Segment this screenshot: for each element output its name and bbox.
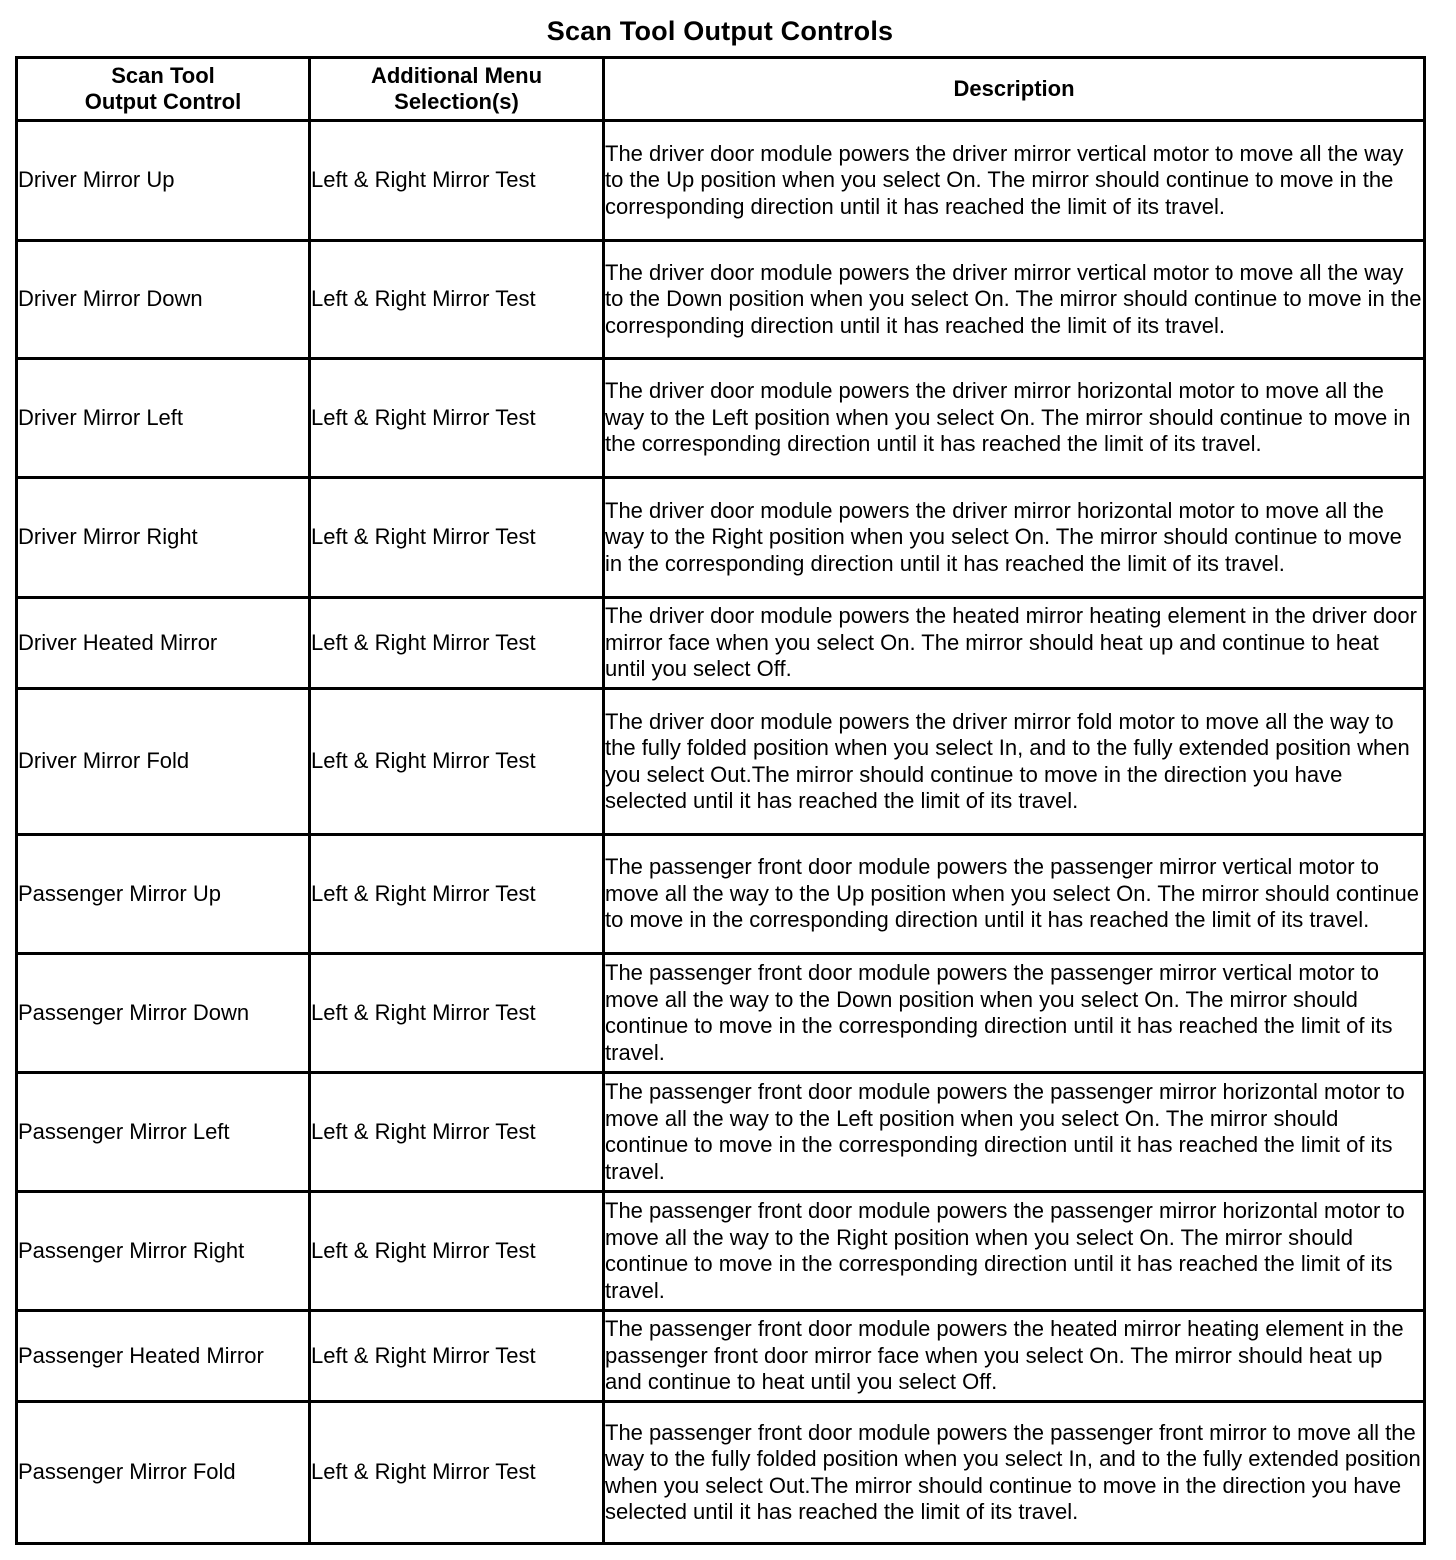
control-cell: Driver Heated Mirror [17, 598, 310, 689]
control-cell: Driver Mirror Fold [17, 689, 310, 835]
menu-selection-cell: Left & Right Mirror Test [310, 598, 604, 689]
menu-selection-cell: Left & Right Mirror Test [310, 954, 604, 1073]
description-cell: The passenger front door module powers the passenger mirror horizontal motor to move all the way to the Left position when you select On. The mirror should continue to move in the corresponding direction until it has reached the limit of its travel. [604, 1073, 1425, 1192]
description-cell: The driver door module powers the driver mirror fold motor to move all the way to the fully folded position when you select In, and to the fully extended position when you select Out.The mirror should continue to move in the direction you have selected until it has reached the limit of its travel. [604, 689, 1425, 835]
table-row [17, 1192, 1425, 1311]
control-cell: Driver Mirror Right [17, 478, 310, 598]
control-cell: Driver Mirror Down [17, 241, 310, 359]
table-row [17, 359, 1425, 478]
description-cell: The passenger front door module powers the heated mirror heating element in the passenger front door mirror face when you select On. The mirror should heat up and continue to heat until you select Off. [604, 1311, 1425, 1402]
header-line: Scan Tool [111, 63, 215, 88]
menu-selection-cell: Left & Right Mirror Test [310, 121, 604, 241]
table-row [17, 598, 1425, 689]
header-additional-menu-selections [310, 58, 604, 121]
control-cell: Passenger Mirror Up [17, 835, 310, 954]
menu-selection-cell: Left & Right Mirror Test [310, 478, 604, 598]
header-line: Additional Menu [370, 63, 543, 88]
description-cell: The passenger front door module powers the passenger mirror vertical motor to move all the way to the Down position when you select On. The mirror should continue to move in the corresponding direction until it has reached the limit of its travel. [604, 954, 1425, 1073]
menu-selection-cell: Left & Right Mirror Test [310, 835, 604, 954]
menu-selection-cell: Left & Right Mirror Test [310, 1192, 604, 1311]
control-cell: Passenger Mirror Left [17, 1073, 310, 1192]
control-cell: Passenger Mirror Down [17, 954, 310, 1073]
description-cell: The driver door module powers the driver mirror vertical motor to move all the way to the Down position when you select On. The mirror should continue to move in the corresponding direction until it has reached the limit of its travel. [604, 241, 1425, 359]
control-cell: Passenger Heated Mirror [17, 1311, 310, 1402]
description-cell: The driver door module powers the driver mirror horizontal motor to move all the way to the Left position when you select On. The mirror should continue to move in the corresponding direction until it has reached the limit of its travel. [604, 359, 1425, 478]
control-cell: Driver Mirror Left [17, 359, 310, 478]
menu-selection-cell: Left & Right Mirror Test [310, 241, 604, 359]
table-row [17, 1402, 1425, 1544]
table-row [17, 121, 1425, 241]
table-row [17, 478, 1425, 598]
description-cell: The passenger front door module powers the passenger mirror horizontal motor to move all the way to the Right position when you select On. The mirror should continue to move in the corresponding direction until it has reached the limit of its travel. [604, 1192, 1425, 1311]
table-row [17, 835, 1425, 954]
table-row [17, 954, 1425, 1073]
header-description: Description [604, 58, 1425, 121]
control-cell: Driver Mirror Up [17, 121, 310, 241]
description-cell: The driver door module powers the heated mirror heating element in the driver door mirror face when you select On. The mirror should heat up and continue to heat until you select Off. [604, 598, 1425, 689]
table-header-row [17, 58, 1425, 121]
menu-selection-cell: Left & Right Mirror Test [310, 1073, 604, 1192]
header-line: Selection(s) [394, 89, 519, 114]
header-scan-tool-output-control [17, 58, 310, 121]
menu-selection-cell: Left & Right Mirror Test [310, 689, 604, 835]
menu-selection-cell: Left & Right Mirror Test [310, 359, 604, 478]
menu-selection-cell: Left & Right Mirror Test [310, 1311, 604, 1402]
menu-selection-cell: Left & Right Mirror Test [310, 1402, 604, 1544]
header-line: Output Control [84, 89, 242, 114]
description-cell: The driver door module powers the driver mirror vertical motor to move all the way to the Up position when you select On. The mirror should continue to move in the corresponding direction until it has reached the limit of its travel. [604, 121, 1425, 241]
page-title: Scan Tool Output Controls [546, 16, 894, 46]
table-row [17, 1311, 1425, 1402]
control-cell: Passenger Mirror Fold [17, 1402, 310, 1544]
control-cell: Passenger Mirror Right [17, 1192, 310, 1311]
table-row [17, 689, 1425, 835]
description-cell: The passenger front door module powers the passenger front mirror to move all the way to the fully folded position when you select In, and to the fully extended position when you select Out.The mirror should continue to move in the direction you have selected until it has reached the limit of its travel. [604, 1402, 1425, 1544]
table-row [17, 1073, 1425, 1192]
table-row [17, 241, 1425, 359]
output-controls-table [15, 56, 1426, 1545]
description-cell: The driver door module powers the driver mirror horizontal motor to move all the way to the Right position when you select On. The mirror should continue to move in the corresponding direction until it has reached the limit of its travel. [604, 478, 1425, 598]
description-cell: The passenger front door module powers the passenger mirror vertical motor to move all the way to the Up position when you select On. The mirror should continue to move in the corresponding direction until it has reached the limit of its travel. [604, 835, 1425, 954]
